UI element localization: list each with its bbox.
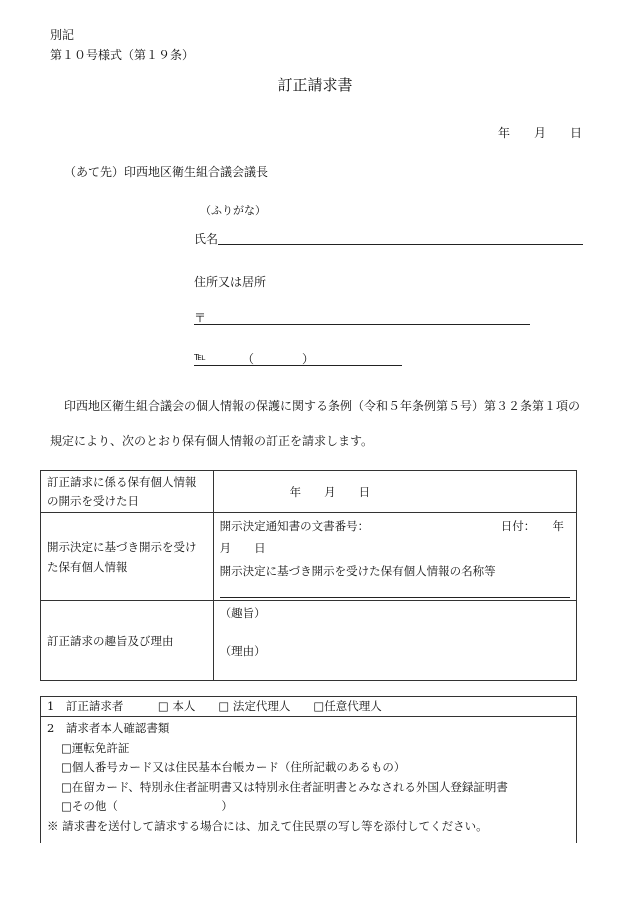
furigana-label: （ふりがな） — [200, 204, 266, 217]
disclosed-info-name-label: 開示決定に基づき開示を受けた保有個人情報の名称等 — [219, 564, 496, 578]
disclosed-info-label-b: た保有個人情報 — [47, 559, 128, 574]
disclosed-info-name-line[interactable] — [220, 597, 570, 598]
address-field-line[interactable] — [194, 324, 530, 325]
name-field-line[interactable] — [218, 244, 583, 245]
purpose-reason-value[interactable] — [213, 601, 576, 681]
addressee: （あて先）印西地区衛生組合議会議長 — [64, 165, 269, 179]
disclosure-date-label-b: の開示を受けた日 — [47, 493, 139, 508]
date-line: 年 月 日 — [497, 126, 582, 140]
purpose-label: （趣旨） — [219, 606, 266, 620]
id-doc-my-number-card[interactable]: □個人番号カード又は住民基本台帳カード（住所記載のあるもの） — [61, 760, 406, 775]
purpose-reason-label-text: 訂正請求の趣旨及び理由 — [47, 633, 174, 648]
purpose-reason-label — [41, 601, 214, 681]
disclosure-date-value[interactable] — [213, 471, 576, 513]
id-documents-note: ※ 請求書を送付して請求する場合には、加えて住民票の写し等を添付してください。 — [47, 818, 488, 833]
disclosed-info-label — [41, 513, 214, 601]
id-doc-other[interactable]: □その他（ ） — [61, 799, 233, 814]
tel-paren: （ ） — [242, 352, 315, 366]
requester-type-text: 1 訂正請求者 □ 本人 □ 法定代理人 □任意代理人 — [47, 699, 382, 713]
disclosed-info-value[interactable] — [213, 513, 576, 601]
body-text-line2: 規定により、次のとおり保有個人情報の訂正を請求します。 — [50, 434, 374, 448]
disclosure-date-label — [41, 471, 214, 513]
doc-number-label: 開示決定通知書の文書番号： — [219, 519, 370, 533]
reason-label: （理由） — [219, 644, 266, 658]
tel-label: ℡ — [194, 350, 206, 363]
notice-date-label: 日付： 年 — [500, 519, 564, 533]
id-doc-residence-card[interactable]: □在留カード、特別永住者証明書又は特別永住者証明書とみなされる外国人登録証明書 — [61, 779, 508, 794]
disclosure-date-text: 年 月 日 — [289, 484, 371, 499]
request-details-table — [40, 470, 577, 681]
document-title: 訂正請求書 — [277, 76, 353, 94]
postal-mark: 〒 — [194, 311, 207, 325]
body-text-line1: 印西地区衛生組合議会の個人情報の保護に関する条例（令和５年条例第５号）第３２条第１項の — [64, 399, 581, 413]
id-documents-title: 2 請求者本人確認書類 — [47, 721, 170, 735]
address-label: 住所又は居所 — [194, 275, 267, 289]
disclosed-info-label-a: 開示決定に基づき開示を受け — [47, 539, 197, 554]
name-label: 氏名 — [194, 232, 219, 246]
notice-date-month-day: 月 日 — [219, 541, 266, 555]
form-number: 第１０号様式（第１９条） — [50, 48, 195, 62]
id-documents-cell — [41, 717, 577, 843]
tel-field-line[interactable] — [194, 365, 402, 366]
disclosure-date-label-a: 訂正請求に係る保有個人情報 — [47, 474, 197, 489]
id-doc-drivers-license[interactable]: □運転免許証 — [61, 740, 130, 755]
requester-type-row[interactable] — [41, 697, 577, 717]
requester-info-table — [40, 696, 577, 843]
betsuki-label: 別記 — [50, 28, 75, 42]
